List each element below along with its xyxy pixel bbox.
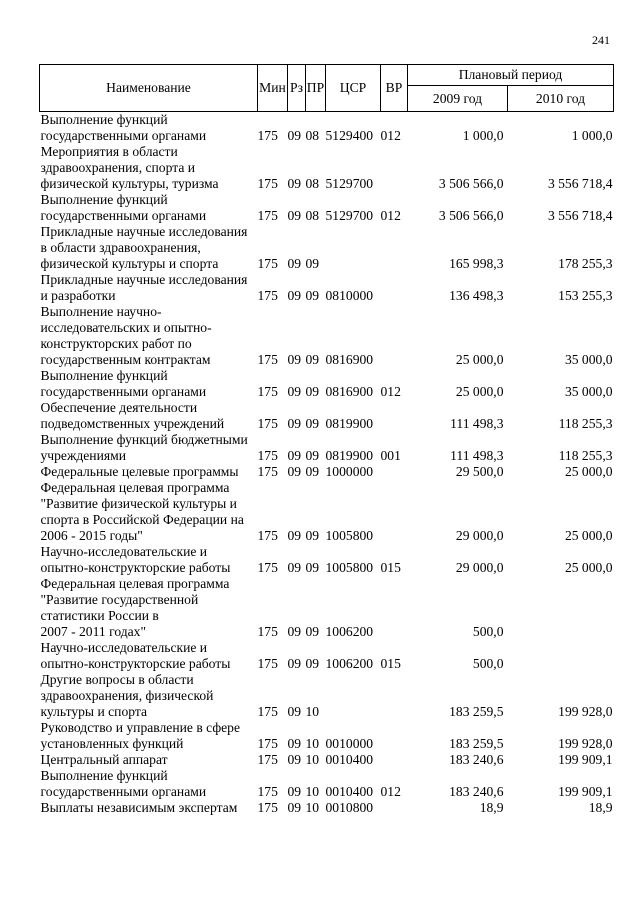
row-name <box>40 464 258 480</box>
row-value-2009: 136 498,3 <box>449 288 504 303</box>
row-rz: 09 <box>287 256 302 271</box>
row-value-2010: 199 928,0 <box>558 704 613 719</box>
row-name-line: установленных функций <box>40 736 184 751</box>
row-name-line: Федеральная целевая программа <box>40 480 230 495</box>
row-vr <box>381 672 408 720</box>
row-vr <box>381 800 408 816</box>
row-csr: 0816900 <box>325 384 374 399</box>
row-vr <box>381 720 408 752</box>
row-csr: 1006200 <box>325 624 374 639</box>
row-pr: 09 <box>305 656 320 671</box>
table-row <box>40 304 614 368</box>
row-rz: 09 <box>287 624 302 639</box>
row-name-line: Мероприятия в области <box>40 144 178 159</box>
table-row <box>40 576 614 640</box>
row-min: 175 <box>257 736 278 751</box>
page-number: 241 <box>592 33 610 47</box>
table-row <box>40 464 614 480</box>
row-vr: 012 <box>380 384 401 399</box>
row-value-2009: 165 998,3 <box>449 256 504 271</box>
row-name-line: Выполнение научно- <box>40 304 162 319</box>
row-value-2010: 3 556 718,4 <box>547 208 613 223</box>
row-value-2010: 3 556 718,4 <box>547 176 613 191</box>
table-row <box>40 144 614 192</box>
header-name: Наименование <box>40 65 258 112</box>
header-vr: ВР <box>381 65 408 112</box>
row-min: 175 <box>257 176 278 191</box>
row-csr <box>326 672 381 720</box>
row-name-line: Выплаты независимым экспертам <box>40 800 238 815</box>
row-value-2009: 500,0 <box>472 624 504 639</box>
row-pr: 08 <box>305 176 320 191</box>
row-name-line: Другие вопросы в области <box>40 672 194 687</box>
row-name-line: опытно-конструкторские работы <box>40 560 231 575</box>
row-name-line: исследовательских и опытно- <box>40 320 212 335</box>
row-csr: 0010800 <box>325 800 374 815</box>
row-value-2009: 3 506 566,0 <box>438 208 504 223</box>
row-value-2010 <box>508 576 614 640</box>
row-csr: 0810000 <box>325 288 374 303</box>
row-rz: 09 <box>287 656 302 671</box>
row-name-line: подведомственных учреждений <box>40 416 225 431</box>
row-value-2009: 3 506 566,0 <box>438 176 504 191</box>
table-row <box>40 544 614 576</box>
row-rz: 09 <box>287 352 302 367</box>
row-value-2010: 118 255,3 <box>558 416 613 431</box>
row-pr: 09 <box>305 624 320 639</box>
row-rz: 09 <box>287 704 302 719</box>
row-min: 175 <box>257 752 278 767</box>
row-value-2010: 199 909,1 <box>558 752 613 767</box>
row-name-line: учреждениями <box>40 448 126 463</box>
row-name-line: Выполнение функций бюджетными <box>40 432 248 447</box>
row-value-2009: 183 259,5 <box>449 736 504 751</box>
row-pr: 10 <box>305 784 320 799</box>
row-pr: 09 <box>305 288 320 303</box>
row-name-line: спорта в Российской Федерации на <box>40 512 244 527</box>
row-value-2009: 500,0 <box>472 656 504 671</box>
row-vr <box>381 144 408 192</box>
row-name <box>40 480 258 544</box>
row-pr: 09 <box>305 448 320 463</box>
row-vr <box>381 224 408 272</box>
row-pr: 09 <box>305 528 320 543</box>
row-rz: 09 <box>287 288 302 303</box>
row-name-line: здравоохранения, физической <box>40 688 214 703</box>
row-name-line: физической культуры, туризма <box>40 176 219 191</box>
row-rz: 09 <box>287 208 302 223</box>
row-min: 175 <box>257 128 278 143</box>
row-value-2009: 183 240,6 <box>449 784 504 799</box>
row-value-2010: 1 000,0 <box>571 128 613 143</box>
row-min: 175 <box>257 256 278 271</box>
row-value-2009: 18,9 <box>479 800 504 815</box>
row-rz: 09 <box>287 464 302 479</box>
row-csr: 5129700 <box>325 208 374 223</box>
row-vr: 012 <box>380 208 401 223</box>
row-csr: 0010000 <box>325 736 374 751</box>
row-rz: 09 <box>287 736 302 751</box>
table-row <box>40 400 614 432</box>
row-csr: 1000000 <box>325 464 374 479</box>
row-pr: 09 <box>305 384 320 399</box>
row-name-line: и разработки <box>40 288 116 303</box>
row-name-line: Выполнение функций <box>40 368 168 383</box>
row-name-line: Прикладные научные исследования <box>40 272 248 287</box>
row-pr: 09 <box>305 560 320 575</box>
header-year-2009: 2009 год <box>408 86 508 112</box>
row-name-line: Обеспечение деятельности <box>40 400 198 415</box>
table-row <box>40 192 614 224</box>
row-min: 175 <box>257 448 278 463</box>
row-pr: 09 <box>305 256 320 271</box>
row-name <box>40 576 258 640</box>
table-row <box>40 224 614 272</box>
row-name <box>40 368 258 400</box>
row-name <box>40 544 258 576</box>
row-csr: 0819900 <box>325 448 374 463</box>
row-value-2010: 35 000,0 <box>564 352 613 367</box>
table-row <box>40 640 614 672</box>
row-min: 175 <box>257 288 278 303</box>
row-name-line: Федеральные целевые программы <box>40 464 239 479</box>
row-value-2009: 29 000,0 <box>455 528 504 543</box>
row-min: 175 <box>257 784 278 799</box>
row-value-2009: 183 259,5 <box>449 704 504 719</box>
row-pr: 08 <box>305 128 320 143</box>
table-row <box>40 752 614 768</box>
table-row <box>40 800 614 816</box>
row-vr <box>381 464 408 480</box>
row-value-2010: 25 000,0 <box>564 560 613 575</box>
row-pr: 10 <box>305 800 320 815</box>
table-row <box>40 432 614 464</box>
row-value-2010: 178 255,3 <box>558 256 613 271</box>
row-vr <box>381 576 408 640</box>
row-value-2010: 35 000,0 <box>564 384 613 399</box>
row-name-line: 2006 - 2015 годы" <box>40 528 143 543</box>
row-name-line: Выполнение функций <box>40 112 168 127</box>
row-pr: 10 <box>305 704 320 719</box>
row-min: 175 <box>257 704 278 719</box>
row-value-2010: 199 909,1 <box>558 784 613 799</box>
row-name <box>40 800 258 816</box>
row-rz: 09 <box>287 128 302 143</box>
row-csr: 1005800 <box>325 560 374 575</box>
row-pr: 10 <box>305 752 320 767</box>
row-pr: 10 <box>305 736 320 751</box>
row-name <box>40 720 258 752</box>
row-rz: 09 <box>287 176 302 191</box>
row-name-line: государственными органами <box>40 128 207 143</box>
row-name-line: культуры и спорта <box>40 704 147 719</box>
row-csr: 5129400 <box>325 128 374 143</box>
row-name <box>40 224 258 272</box>
row-name <box>40 752 258 768</box>
row-csr: 1006200 <box>325 656 374 671</box>
row-name-line: Прикладные научные исследования <box>40 224 248 239</box>
header-rz: Рз <box>288 65 306 112</box>
row-vr: 012 <box>380 128 401 143</box>
row-name <box>40 144 258 192</box>
row-name-line: статистики России в <box>40 608 159 623</box>
row-rz: 09 <box>287 528 302 543</box>
row-vr <box>381 480 408 544</box>
row-vr <box>381 304 408 368</box>
row-min: 175 <box>257 464 278 479</box>
row-name-line: 2007 - 2011 годах" <box>40 624 147 639</box>
header-pr: ПР <box>306 65 326 112</box>
row-name-line: в области здравоохранения, <box>40 240 201 255</box>
table-row <box>40 672 614 720</box>
row-csr: 1005800 <box>325 528 374 543</box>
row-name-line: Научно-исследовательские и <box>40 640 208 655</box>
row-value-2010: 199 928,0 <box>558 736 613 751</box>
row-rz: 09 <box>287 784 302 799</box>
row-value-2009: 1 000,0 <box>462 128 504 143</box>
row-name-line: государственным контрактам <box>40 352 211 367</box>
row-name-line: физической культуры и спорта <box>40 256 219 271</box>
row-name-line: государственными органами <box>40 784 207 799</box>
row-name <box>40 672 258 720</box>
row-min: 175 <box>257 560 278 575</box>
row-value-2009: 183 240,6 <box>449 752 504 767</box>
row-csr <box>326 224 381 272</box>
row-name <box>40 192 258 224</box>
row-value-2009: 29 000,0 <box>455 560 504 575</box>
row-value-2010: 153 255,3 <box>558 288 613 303</box>
header-min: Мин <box>258 65 288 112</box>
row-name <box>40 112 258 145</box>
row-value-2010: 25 000,0 <box>564 464 613 479</box>
row-vr: 015 <box>380 560 401 575</box>
row-csr: 0010400 <box>325 784 374 799</box>
row-rz: 09 <box>287 416 302 431</box>
row-name-line: Центральный аппарат <box>40 752 168 767</box>
row-name-line: здравоохранения, спорта и <box>40 160 196 175</box>
row-min: 175 <box>257 352 278 367</box>
table-row <box>40 720 614 752</box>
row-value-2010: 118 255,3 <box>558 448 613 463</box>
table-row <box>40 272 614 304</box>
row-rz: 09 <box>287 560 302 575</box>
row-name <box>40 304 258 368</box>
table-row <box>40 112 614 145</box>
table-row <box>40 368 614 400</box>
table-row <box>40 768 614 800</box>
row-name-line: Выполнение функций <box>40 192 168 207</box>
row-name-line: государственными органами <box>40 208 207 223</box>
row-min: 175 <box>257 384 278 399</box>
row-min: 175 <box>257 528 278 543</box>
row-name-line: Федеральная целевая программа <box>40 576 230 591</box>
row-name-line: государственными органами <box>40 384 207 399</box>
row-name-line: "Развитие физической культуры и <box>40 496 237 511</box>
row-value-2009: 25 000,0 <box>455 384 504 399</box>
row-value-2009: 111 498,3 <box>450 448 504 463</box>
row-vr <box>381 752 408 768</box>
row-vr <box>381 400 408 432</box>
header-plan-period: Плановый период <box>408 65 614 86</box>
row-pr: 09 <box>305 352 320 367</box>
row-name-line: "Развитие государственной <box>40 592 199 607</box>
row-value-2009: 111 498,3 <box>450 416 504 431</box>
row-min: 175 <box>257 208 278 223</box>
row-value-2010: 25 000,0 <box>564 528 613 543</box>
row-name <box>40 400 258 432</box>
row-value-2010: 18,9 <box>588 800 613 815</box>
row-vr: 015 <box>380 656 401 671</box>
budget-table <box>39 64 614 816</box>
row-min: 175 <box>257 800 278 815</box>
row-value-2010 <box>508 640 614 672</box>
row-min: 175 <box>257 416 278 431</box>
row-rz: 09 <box>287 384 302 399</box>
row-min: 175 <box>257 656 278 671</box>
row-rz: 09 <box>287 448 302 463</box>
row-csr: 5129700 <box>325 176 374 191</box>
row-rz: 09 <box>287 800 302 815</box>
row-csr: 0010400 <box>325 752 374 767</box>
header-csr: ЦСР <box>326 65 381 112</box>
header-year-2010: 2010 год <box>508 86 614 112</box>
row-vr: 012 <box>380 784 401 799</box>
row-rz: 09 <box>287 752 302 767</box>
row-value-2009: 29 500,0 <box>455 464 504 479</box>
row-value-2009: 25 000,0 <box>455 352 504 367</box>
row-name <box>40 432 258 464</box>
row-name <box>40 272 258 304</box>
row-pr: 09 <box>305 464 320 479</box>
table-row <box>40 480 614 544</box>
table-body <box>40 112 614 817</box>
row-min: 175 <box>257 624 278 639</box>
row-name-line: опытно-конструкторские работы <box>40 656 231 671</box>
row-name-line: Научно-исследовательские и <box>40 544 208 559</box>
row-vr: 001 <box>380 448 401 463</box>
row-name-line: Руководство и управление в сфере <box>40 720 241 735</box>
row-pr: 08 <box>305 208 320 223</box>
row-pr: 09 <box>305 416 320 431</box>
row-name-line: конструкторских работ по <box>40 336 192 351</box>
row-name-line: Выполнение функций <box>40 768 168 783</box>
row-name <box>40 640 258 672</box>
row-csr: 0819900 <box>325 416 374 431</box>
row-csr: 0816900 <box>325 352 374 367</box>
row-name <box>40 768 258 800</box>
row-vr <box>381 272 408 304</box>
